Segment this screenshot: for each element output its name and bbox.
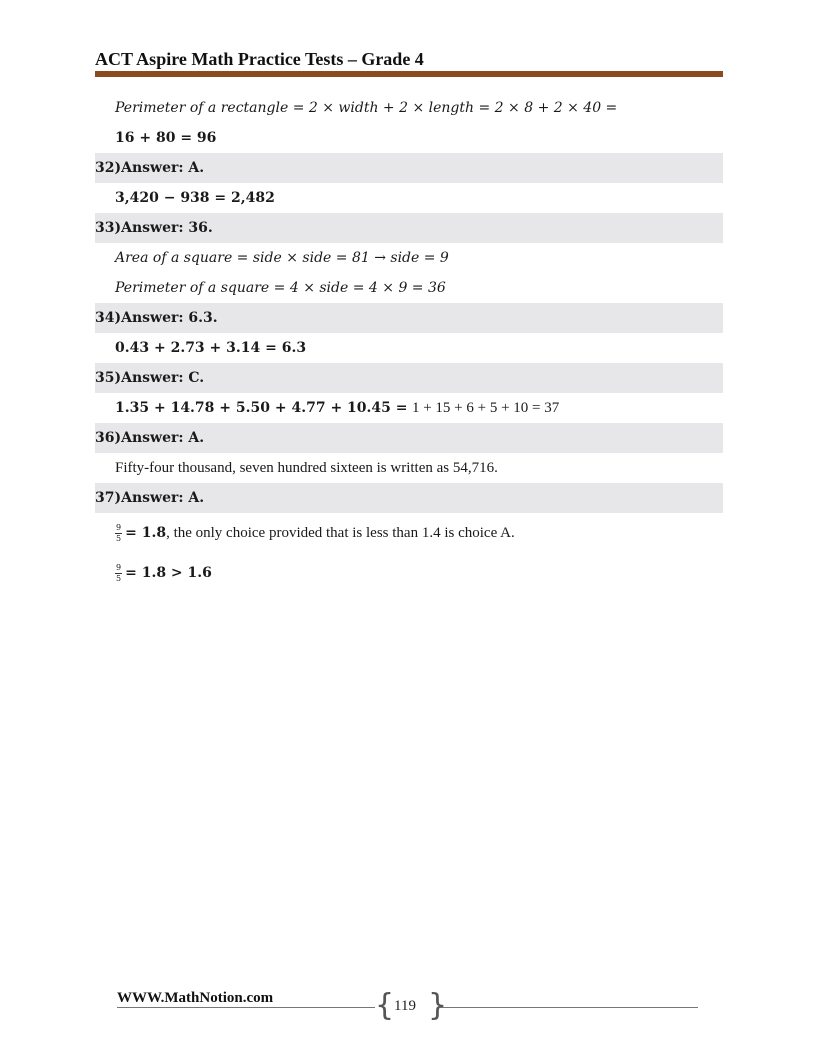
answer-label: 35)Answer: C. bbox=[95, 370, 205, 386]
answer-label: 32)Answer: A. bbox=[95, 160, 205, 176]
page-bracket-right: } bbox=[428, 988, 448, 1023]
math-text: 1.35 + 14.78 + 5.50 + 4.77 + 10.45 = bbox=[115, 400, 408, 416]
answer-label: 37)Answer: A. bbox=[95, 490, 205, 506]
page-bracket-left: { bbox=[375, 988, 395, 1023]
math-text: Perimeter of a square = 4 × side = 4 × 9 = 36 bbox=[115, 280, 446, 296]
rounding-line bbox=[95, 393, 723, 423]
fraction-denominator: 5 bbox=[116, 533, 122, 543]
rounded-sum: 1 + 15 + 6 + 5 + 10 = 37 bbox=[411, 399, 560, 416]
explanation-text: Fifty-four thousand, seven hundred sixteen is written as 54,716. bbox=[115, 459, 498, 476]
footer-rule-right bbox=[440, 1007, 698, 1008]
perimeter-square-line bbox=[95, 273, 723, 303]
math-text: 3,420 − 938 = 2,482 bbox=[115, 190, 275, 206]
page-number: 119 bbox=[394, 998, 416, 1014]
footer-rule-left bbox=[117, 1007, 375, 1008]
answer-label: 33)Answer: 36. bbox=[95, 220, 213, 236]
answer-35 bbox=[95, 363, 723, 393]
subtraction-line bbox=[95, 183, 723, 213]
answer-33 bbox=[95, 213, 723, 243]
math-text: = 1.8 bbox=[125, 525, 167, 541]
math-text: Perimeter of a rectangle = 2 × width + 2 × length = 2 × 8 + 2 × 40 = bbox=[115, 100, 618, 116]
fraction-line-1 bbox=[95, 513, 723, 553]
written-number-line bbox=[95, 453, 723, 483]
area-square-line bbox=[95, 243, 723, 273]
explanation-text: , the only choice provided that is less than 1.4 is choice A. bbox=[166, 524, 515, 541]
math-text: 0.43 + 2.73 + 3.14 = 6.3 bbox=[115, 340, 307, 356]
fraction-numerator: 9 bbox=[116, 562, 122, 572]
answer-content bbox=[95, 93, 723, 593]
answer-label: 36)Answer: A. bbox=[95, 430, 205, 446]
fraction-line-2 bbox=[95, 553, 723, 593]
footer-website: WWW.MathNotion.com bbox=[117, 990, 274, 1006]
header-rule bbox=[95, 71, 723, 77]
fraction-numerator: 9 bbox=[116, 522, 122, 532]
answer-36 bbox=[95, 423, 723, 453]
fraction-denominator: 5 bbox=[116, 573, 122, 583]
math-text: = 1.8 > 1.6 bbox=[125, 565, 212, 581]
answer-37 bbox=[95, 483, 723, 513]
fraction bbox=[115, 523, 122, 544]
math-text: 16 + 80 = 96 bbox=[115, 130, 217, 146]
perimeter-result-line bbox=[95, 123, 723, 153]
perimeter-rectangle-line bbox=[95, 93, 723, 123]
decimal-sum-line bbox=[95, 333, 723, 363]
math-text: Area of a square = side × side = 81 → side = 9 bbox=[115, 250, 449, 266]
answer-34 bbox=[95, 303, 723, 333]
page-header-title: ACT Aspire Math Practice Tests – Grade 4 bbox=[95, 49, 424, 69]
fraction bbox=[115, 563, 122, 584]
answer-label: 34)Answer: 6.3. bbox=[95, 310, 218, 326]
answer-32 bbox=[95, 153, 723, 183]
